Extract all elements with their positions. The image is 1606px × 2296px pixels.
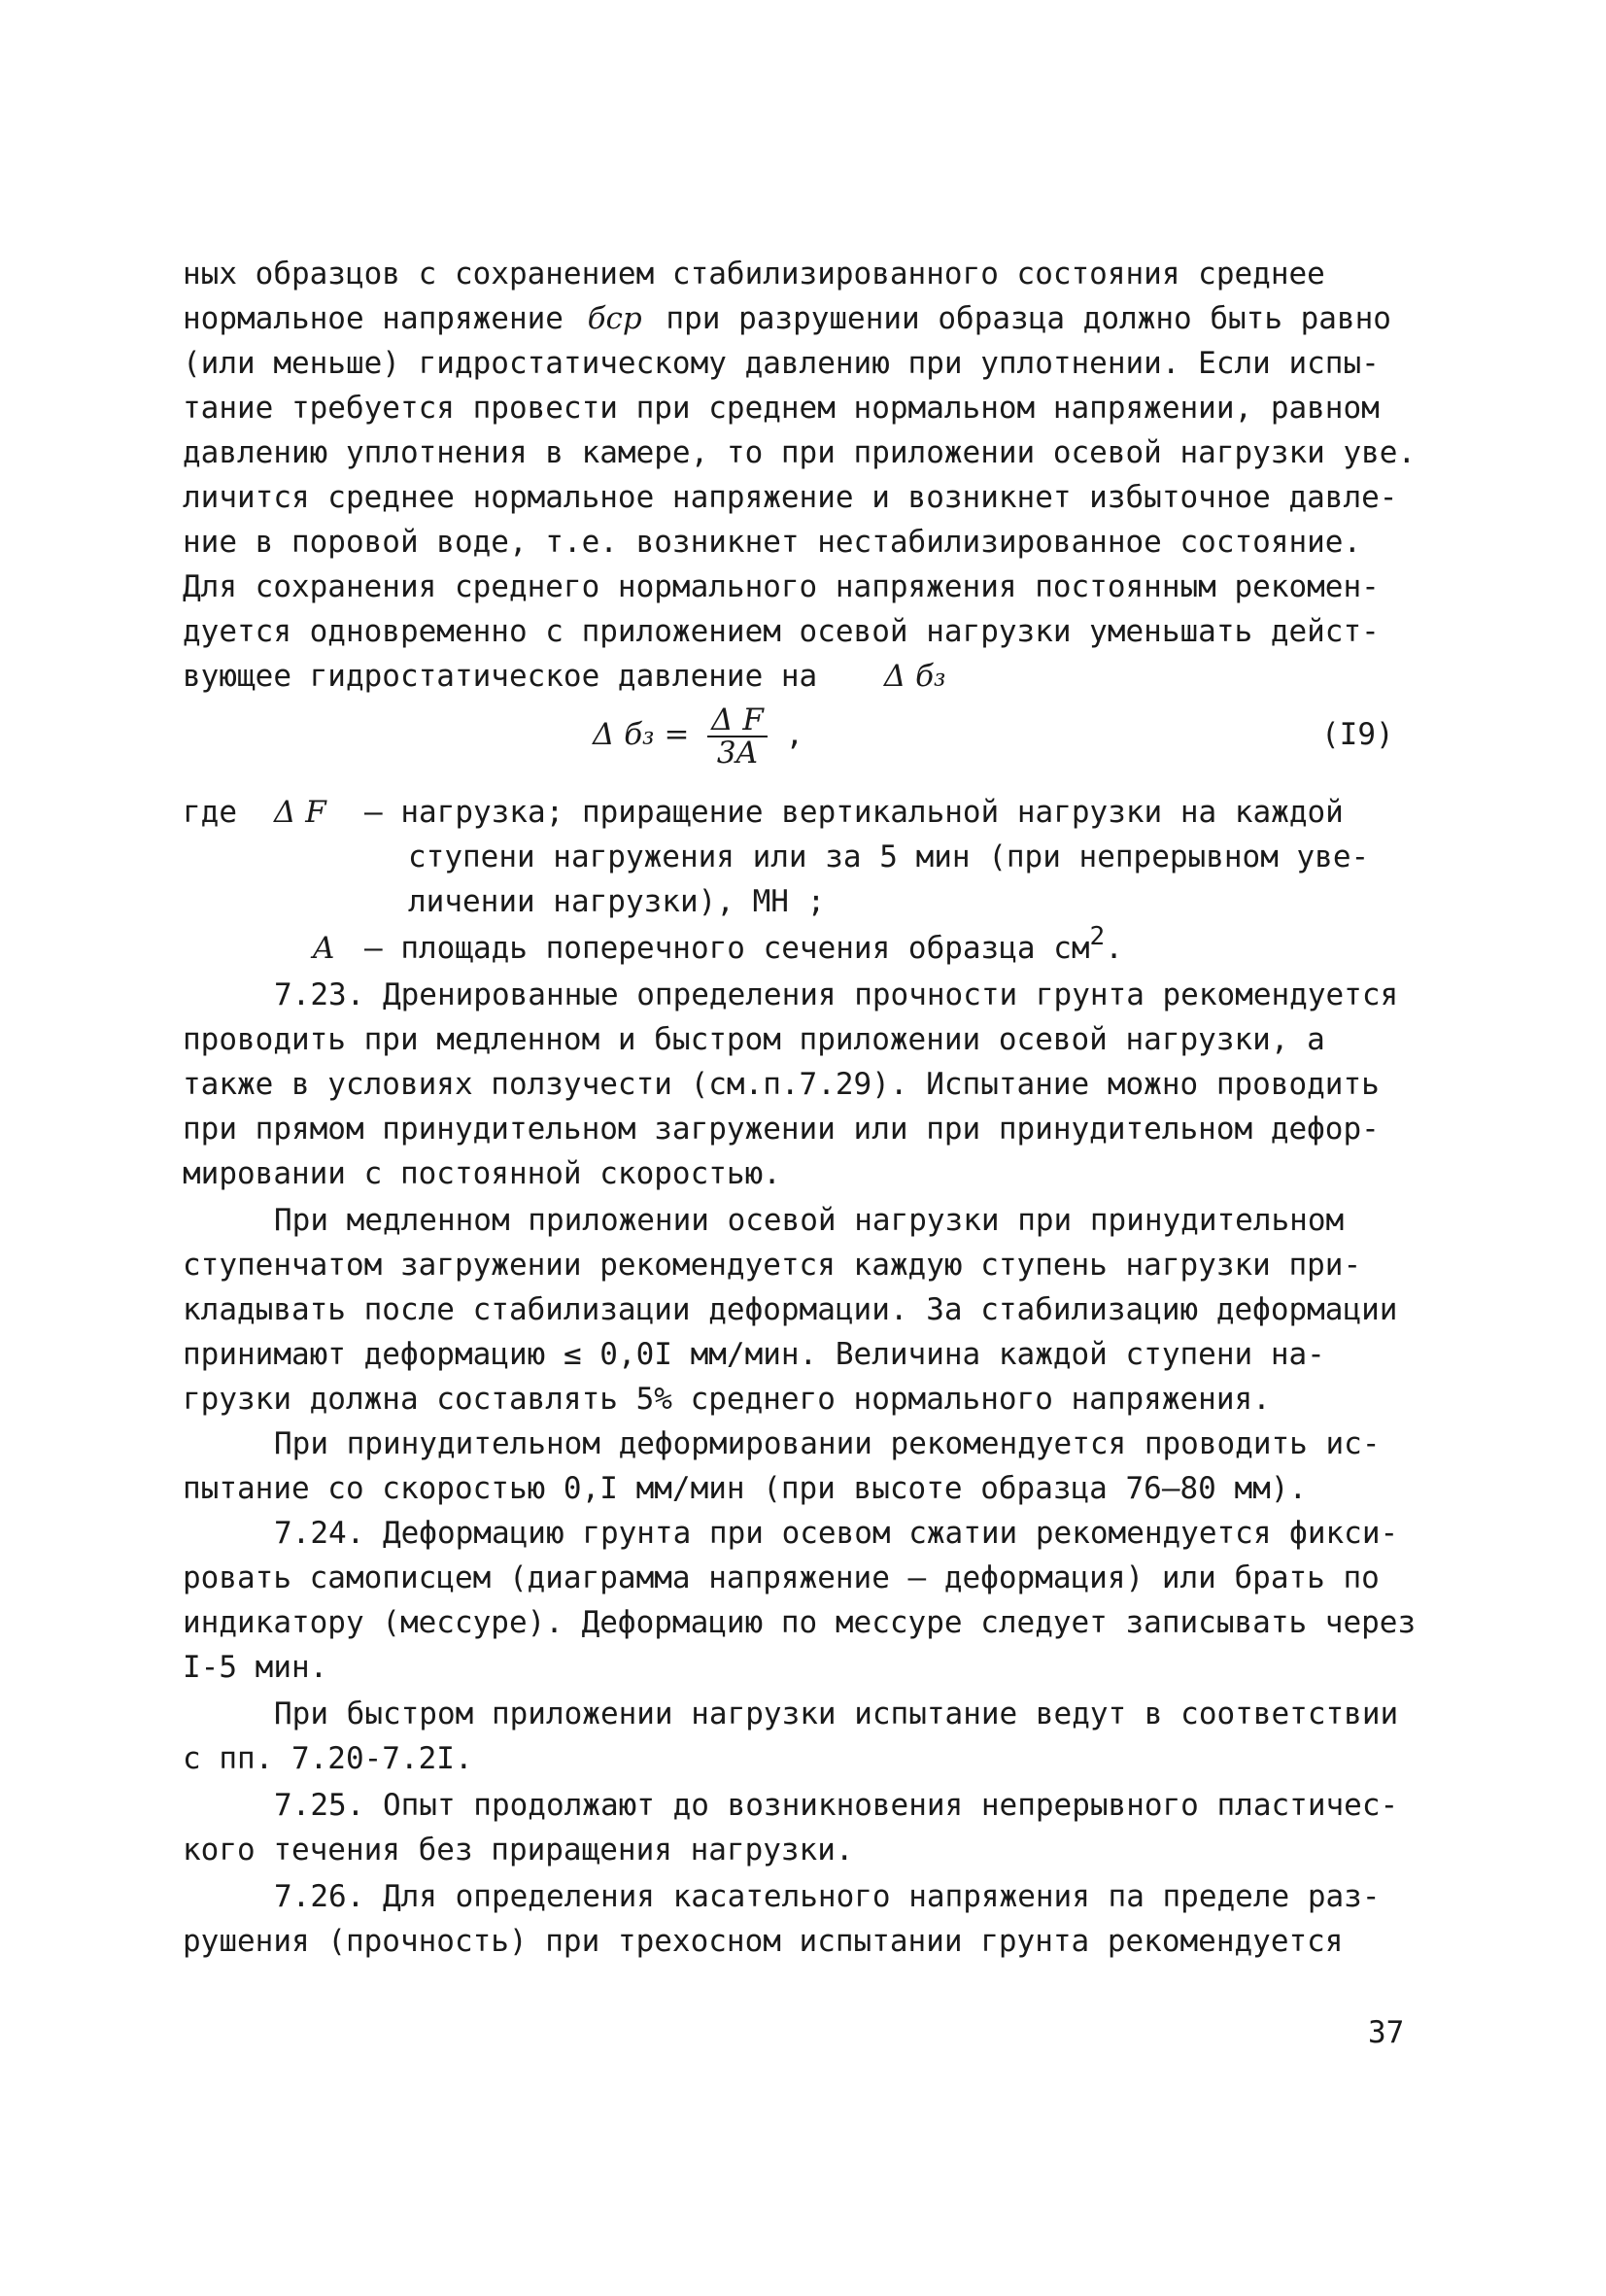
text-line: рушения (прочность) при трехосном испытании грунта рекомендуется bbox=[183, 1924, 1344, 1959]
area-symbol: A bbox=[313, 931, 335, 966]
delta-sigma-symbol: Δ б₃ bbox=[883, 659, 946, 694]
text-line: ние в поровой воде, т.е. возникнет нестабилизированное состояние. bbox=[183, 525, 1362, 560]
text-line: 7.25. Опыт продолжают до возникновения непрерывного пластичес- bbox=[274, 1788, 1399, 1823]
definition-line: личении нагрузки), МН ; bbox=[408, 884, 826, 919]
text-line: давлению уплотнения в камере, то при приложении осевой нагрузки уве. bbox=[183, 435, 1417, 470]
text-line: Для сохранения среднего нормального напряжения постоянным рекомен- bbox=[183, 569, 1380, 604]
text-line: принимают деформацию ≤ 0,0I мм/мин. Величина каждой ступени на- bbox=[183, 1337, 1325, 1372]
text-line: (или меньше) гидростатическому давлению при уплотнении. Если испы- bbox=[183, 346, 1380, 381]
text-line: 7.26. Для определения касательного напряжения па пределе раз- bbox=[274, 1879, 1381, 1914]
superscript: 2 bbox=[1089, 922, 1106, 951]
text-line bbox=[183, 299, 1391, 338]
text-fragment: – площадь поперечного сечения образца см bbox=[364, 931, 1090, 966]
text-line bbox=[183, 657, 946, 696]
text-line: 7.24. Деформацию грунта при осевом сжатии рекомендуется фикси- bbox=[274, 1516, 1399, 1551]
formula-trail: , bbox=[785, 717, 804, 752]
text-line: с пп. 7.20-7.2I. bbox=[183, 1741, 473, 1776]
text-line: кладывать после стабилизации деформации. За стабилизацию деформации bbox=[183, 1292, 1398, 1327]
where-label: где bbox=[183, 795, 237, 830]
formula-fraction bbox=[707, 704, 768, 769]
text-line: личится среднее нормальное напряжение и возникнет избыточное давле- bbox=[183, 480, 1398, 515]
definition-line: – нагрузка; приращение вертикальной нагрузки на каждой bbox=[364, 795, 1344, 830]
formula-lhs: Δ б₃ = bbox=[593, 717, 690, 752]
text-line: кого течения без приращения нагрузки. bbox=[183, 1833, 854, 1868]
formula-denominator: 3A bbox=[716, 735, 759, 771]
text-fragment: вующее гидростатическое давление на bbox=[183, 659, 818, 694]
text-line: при прямом принудительном загружении или при принудительном дефор- bbox=[183, 1112, 1380, 1147]
formula-numerator: Δ F bbox=[707, 704, 768, 737]
text-line: дуется одновременно с приложением осевой нагрузки уменьшать дейст- bbox=[183, 614, 1380, 649]
text-fragment: . bbox=[1105, 931, 1123, 966]
text-line: пытание со скоростью 0,I мм/мин (при высоте образца 76–80 мм). bbox=[183, 1471, 1308, 1506]
text-line: При медленном приложении осевой нагрузки при принудительном bbox=[274, 1203, 1345, 1238]
formula-number: (I9) bbox=[1321, 717, 1394, 752]
page-number: 37 bbox=[1368, 2015, 1405, 2050]
text-line: мировании с постоянной скоростью. bbox=[183, 1156, 781, 1191]
definition-line: ступени нагружения или за 5 мин (при непрерывном уве- bbox=[408, 840, 1370, 874]
formula bbox=[593, 700, 803, 770]
text-line: грузки должна составлять 5% среднего нормального напряжения. bbox=[183, 1382, 1271, 1417]
text-line: ровать самописцем (диаграмма напряжение – деформация) или брать по bbox=[183, 1560, 1380, 1595]
text-fragment: нормальное напряжение bbox=[183, 301, 564, 336]
delta-f-symbol: Δ F bbox=[274, 795, 326, 830]
definition-line bbox=[364, 922, 1123, 970]
text-line: ступенчатом загружении рекомендуется каждую ступень нагрузки при- bbox=[183, 1248, 1362, 1283]
sigma-mean-symbol: бср bbox=[587, 301, 642, 336]
text-line: При быстром приложении нагрузки испытание ведут в соответствии bbox=[274, 1696, 1399, 1731]
text-fragment: при разрушении образца должно быть равно bbox=[666, 301, 1391, 336]
text-line: При принудительном деформировании рекомендуется проводить ис- bbox=[274, 1426, 1381, 1461]
text-line: ных образцов с сохранением стабилизированного состояния среднее bbox=[183, 257, 1325, 291]
text-line: проводить при медленном и быстром приложении осевой нагрузки, а bbox=[183, 1022, 1325, 1057]
text-line: тание требуется провести при среднем нормальном напряжении, равном bbox=[183, 391, 1380, 426]
text-line: также в условиях ползучести (см.п.7.29). Испытание можно проводить bbox=[183, 1067, 1380, 1102]
text-line: I-5 мин. bbox=[183, 1650, 328, 1685]
text-line: 7.23. Дренированные определения прочности грунта рекомендуется bbox=[274, 977, 1399, 1012]
text-line: индикатору (мессуре). Деформацию по мессуре следует записывать через bbox=[183, 1605, 1417, 1640]
